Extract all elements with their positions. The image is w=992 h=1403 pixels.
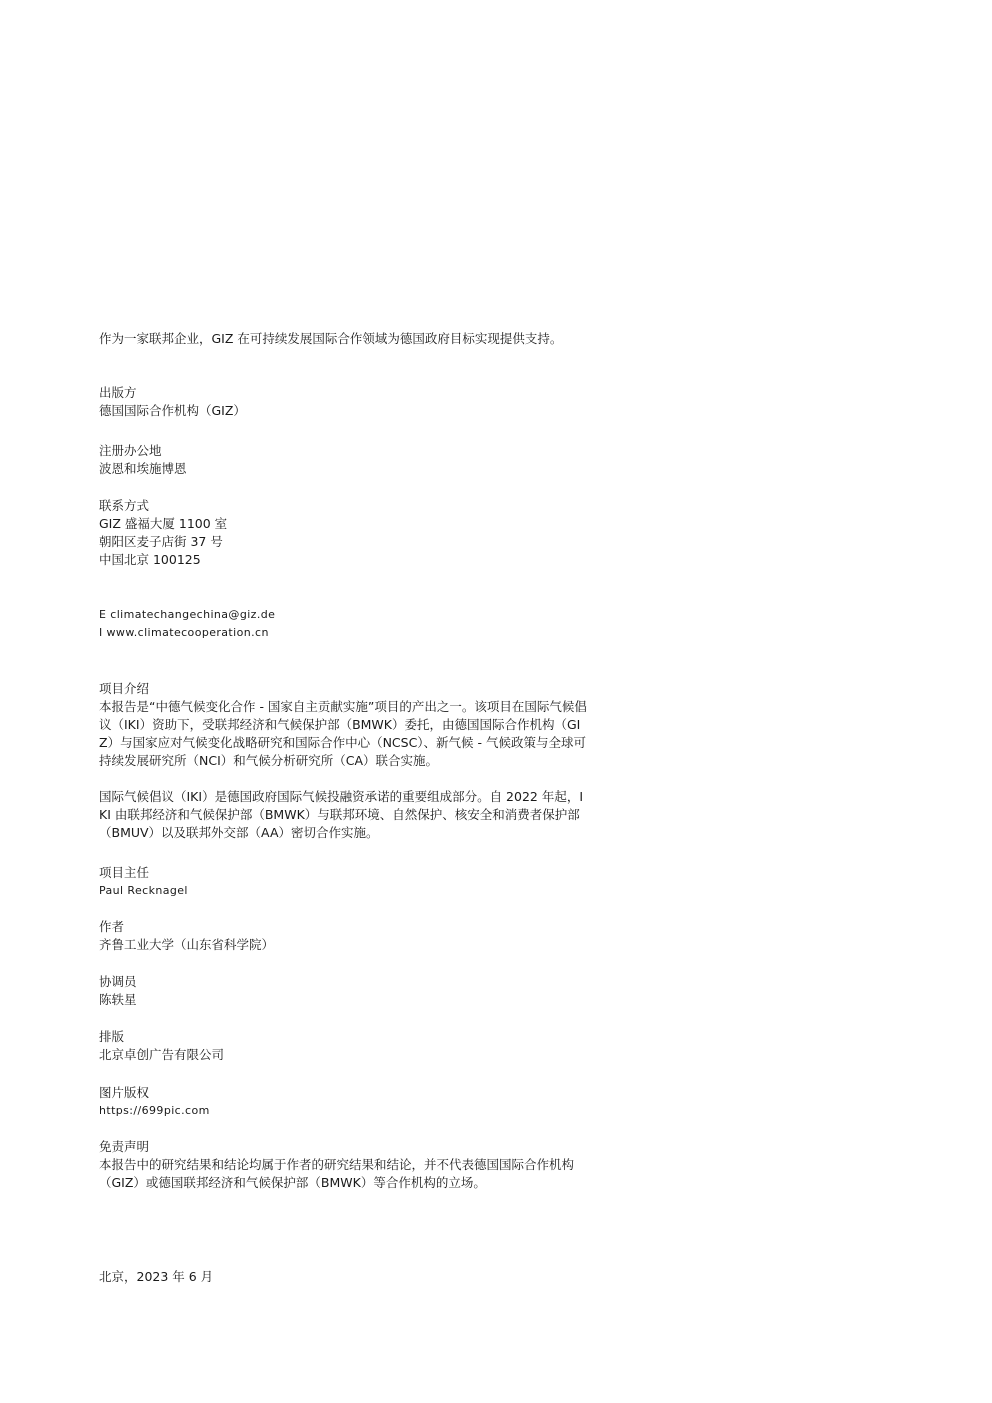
coordinator-value: 陈轶星 (99, 992, 137, 1007)
author-value: 齐鲁工业大学（山东省科学院） (99, 937, 275, 952)
contact-address-line: 中国北京 100125 (99, 552, 201, 567)
office-value: 波恩和埃施博恩 (99, 461, 187, 476)
project-section (99, 680, 589, 842)
place-date: 北京，2023 年 6 月 (99, 1269, 214, 1284)
layout-credit-section (99, 1028, 589, 1064)
publisher-heading: 出版方 (99, 385, 137, 400)
disclaimer-section (99, 1138, 589, 1192)
layout-credit-heading: 排版 (99, 1029, 125, 1044)
image-credit-heading: 图片版权 (99, 1085, 150, 1100)
disclaimer-heading: 免责声明 (99, 1139, 150, 1154)
contact-online (99, 606, 589, 642)
publisher-section (99, 384, 589, 420)
coordinator-heading: 协调员 (99, 974, 137, 989)
author-heading: 作者 (99, 919, 125, 934)
project-paragraph-2: 国际气候倡议（IKI）是德国政府国际气候投融资承诺的重要组成部分。自 2022 年起，IKI 由联邦经济和气候保护部（BMWK）与联邦环境、自然保护、核安全和消费者保护部（BMUV）以及联邦外交部（AA）密切合作实施。 (99, 789, 584, 840)
director-heading: 项目主任 (99, 865, 150, 880)
contact-email[interactable]: E climatechangechina@giz.de (99, 608, 276, 621)
project-paragraph-1: 本报告是“中德气候变化合作 - 国家自主贡献实施”项目的产出之一。该项目在国际气候倡议（IKI）资助下，受联邦经济和气候保护部（BMWK）委托，由德国国际合作机构（GIZ）与国家应对气候变化战略研究和国际合作中心（NCSC）、新气候 - 气候政策与全球可持续发展研究所（NCI）和气候分析研究所（CA）联合实施。 (99, 699, 587, 768)
coordinator-section (99, 973, 589, 1009)
contact-section (99, 497, 589, 569)
contact-address-line: GIZ 盛福大厦 1100 室 (99, 516, 228, 531)
author-section (99, 918, 589, 954)
image-credit-section (99, 1084, 589, 1120)
contact-website[interactable]: I www.climatecooperation.cn (99, 626, 269, 639)
disclaimer-value: 本报告中的研究结果和结论均属于作者的研究结果和结论，并不代表德国国际合作机构（GIZ）或德国联邦经济和气候保护部（BMWK）等合作机构的立场。 (99, 1157, 575, 1190)
director-section (99, 864, 589, 900)
publisher-value: 德国国际合作机构（GIZ） (99, 403, 246, 418)
office-heading: 注册办公地 (99, 443, 162, 458)
layout-credit-value: 北京卓创广告有限公司 (99, 1047, 225, 1062)
office-section (99, 442, 589, 478)
contact-address-line: 朝阳区麦子店街 37 号 (99, 534, 223, 549)
contact-heading: 联系方式 (99, 498, 150, 513)
imprint-page (99, 0, 589, 1403)
image-credit-value[interactable]: https://699pic.com (99, 1104, 210, 1117)
director-value: Paul Recknagel (99, 884, 188, 897)
intro-text: 作为一家联邦企业，GIZ 在可持续发展国际合作领域为德国政府目标实现提供支持。 (99, 331, 563, 346)
project-heading: 项目介绍 (99, 681, 150, 696)
